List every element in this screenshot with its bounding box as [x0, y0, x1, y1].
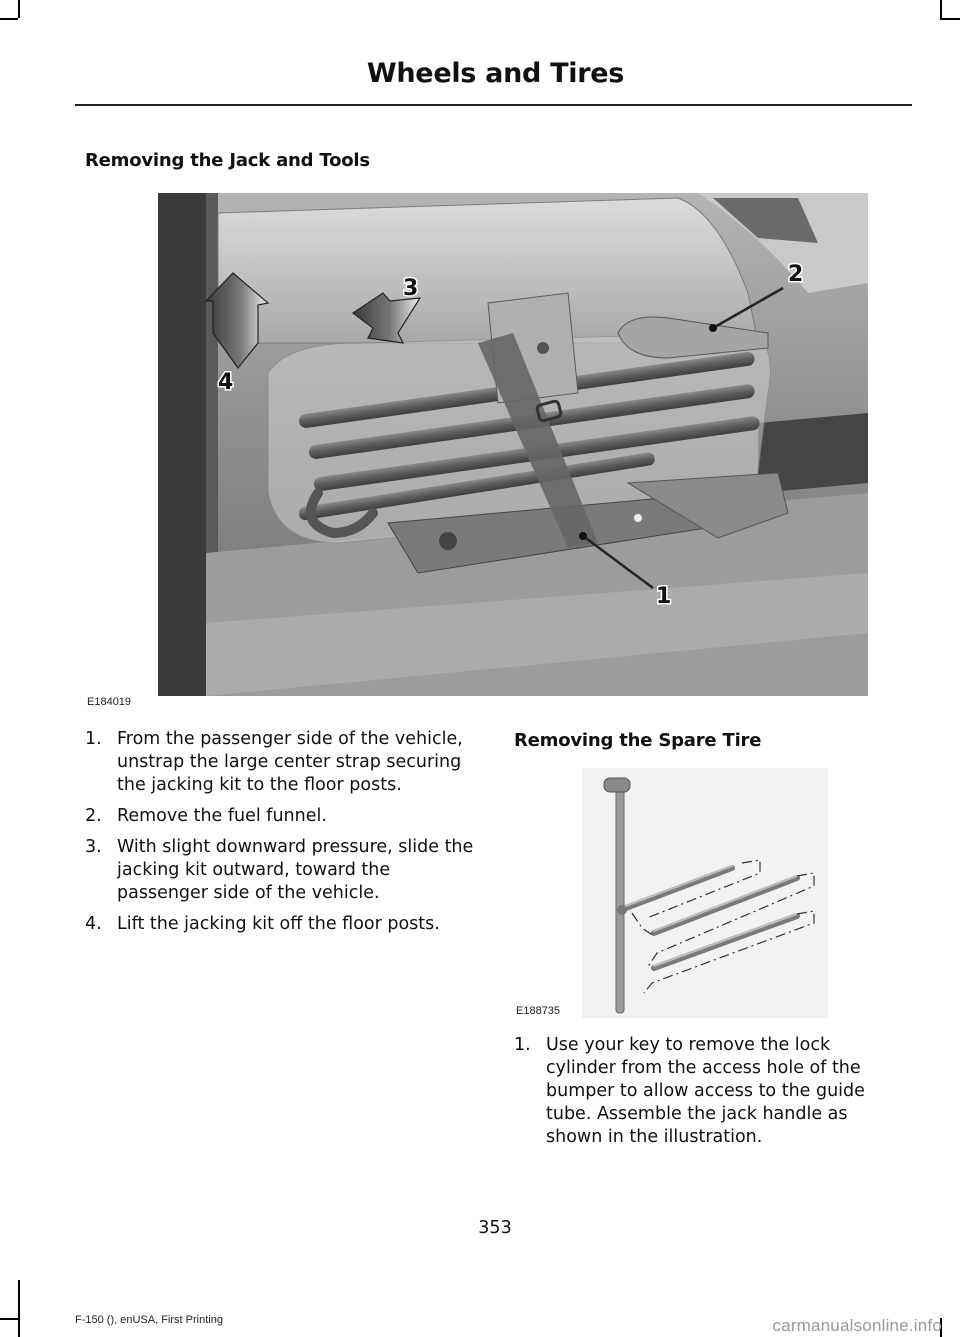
step-number: 4. [85, 914, 102, 934]
section-heading-jack-tools: Removing the Jack and Tools [85, 150, 370, 171]
step-text: From the passenger side of the vehicle, unstrap the large center strap securing the jacking kit to the floor posts. [117, 729, 463, 795]
jack-handle-drawing [582, 768, 828, 1018]
spare-tire-steps [514, 1034, 894, 1157]
figure-code-e184019: E184019 [87, 696, 132, 708]
step-text: Lift the jacking kit off the floor posts. [117, 914, 440, 934]
step-number: 1. [85, 729, 102, 749]
crop-mark [18, 1280, 20, 1337]
step-number: 3. [85, 837, 102, 857]
header-divider [75, 104, 912, 106]
callout-3: 3 [403, 276, 419, 301]
step-number: 1. [514, 1035, 531, 1055]
crop-mark [18, 0, 20, 18]
jack-handle-assembly-illustration [582, 768, 828, 1018]
step-text: With slight downward pressure, slide the jacking kit outward, toward the passenger side of the vehicle. [117, 837, 474, 903]
page-number: 353 [478, 1218, 512, 1238]
page-header-title: Wheels and Tires [366, 58, 624, 89]
list-item [85, 836, 480, 905]
list-item [514, 1034, 894, 1149]
list-item [85, 913, 480, 936]
callout-1: 1 [656, 584, 672, 609]
step-number: 2. [85, 806, 102, 826]
jacking-kit-illustration [158, 193, 868, 696]
crop-mark [940, 18, 960, 20]
section-heading-spare-tire: Removing the Spare Tire [514, 730, 762, 751]
list-item [85, 728, 480, 797]
edition-footer: F-150 (), enUSA, First Printing [75, 1314, 223, 1326]
watermark[interactable]: carmanualsonline.info [772, 1316, 942, 1335]
crop-mark [0, 1318, 18, 1320]
step-text: Use your key to remove the lock cylinder from the access hole of the bumper to allow access to the guide tube. Assemble the jack handle as shown in the illustration. [546, 1035, 865, 1147]
crop-mark [0, 18, 18, 20]
jacking-kit-drawing [158, 193, 868, 696]
list-item [85, 805, 480, 828]
callout-4: 4 [218, 370, 234, 395]
callout-2: 2 [788, 262, 804, 287]
crop-mark [940, 0, 942, 18]
step-text: Remove the fuel funnel. [117, 806, 327, 826]
figure-code-e188735: E188735 [516, 1005, 561, 1017]
jack-removal-steps [85, 728, 480, 944]
